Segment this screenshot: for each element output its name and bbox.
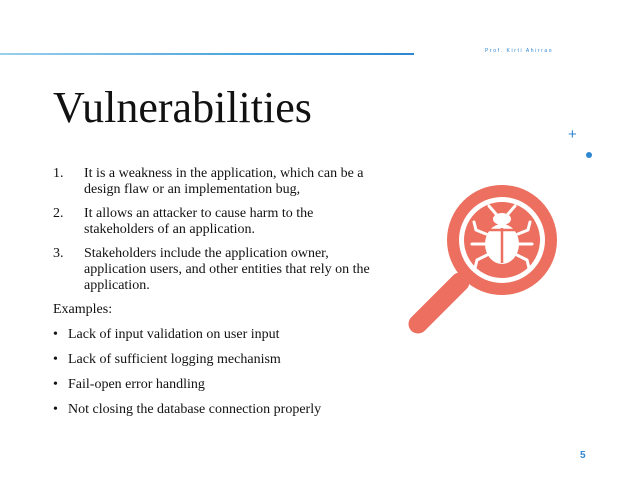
example-text: Fail-open error handling xyxy=(68,377,205,392)
header-line xyxy=(0,53,414,55)
example-item xyxy=(53,377,373,393)
bullet-glyph: • xyxy=(53,327,58,342)
bullet-glyph: • xyxy=(53,377,58,392)
item-text: Stakeholders include the application owner, application users, and other entities that rely on the application. xyxy=(84,246,370,293)
numbered-item xyxy=(53,246,373,294)
bug-magnifier-icon xyxy=(402,178,562,343)
dot-decoration xyxy=(586,152,592,158)
bullet-glyph: • xyxy=(53,402,58,417)
plus-decoration: + xyxy=(568,126,577,143)
numbered-item xyxy=(53,206,373,238)
example-item xyxy=(53,327,373,343)
example-text: Lack of sufficient logging mechanism xyxy=(68,352,281,367)
item-text: It is a weakness in the application, which can be a design flaw or an implementation bug, xyxy=(84,166,364,197)
example-text: Not closing the database connection properly xyxy=(68,402,322,417)
item-number: 3. xyxy=(53,246,64,261)
example-item xyxy=(53,352,373,368)
examples-label: Examples: xyxy=(53,302,113,317)
author-label: Prof. Kirti Ahirrao xyxy=(485,48,554,54)
example-item xyxy=(53,402,373,418)
item-number: 1. xyxy=(53,166,64,181)
slide-title: Vulnerabilities xyxy=(53,83,312,132)
example-text: Lack of input validation on user input xyxy=(68,327,280,342)
item-text: It allows an attacker to cause harm to the stakeholders of an application. xyxy=(84,206,314,237)
bullet-glyph: • xyxy=(53,352,58,367)
slide-body xyxy=(53,166,373,427)
page-number: 5 xyxy=(580,450,586,461)
numbered-item xyxy=(53,166,373,198)
item-number: 2. xyxy=(53,206,64,221)
